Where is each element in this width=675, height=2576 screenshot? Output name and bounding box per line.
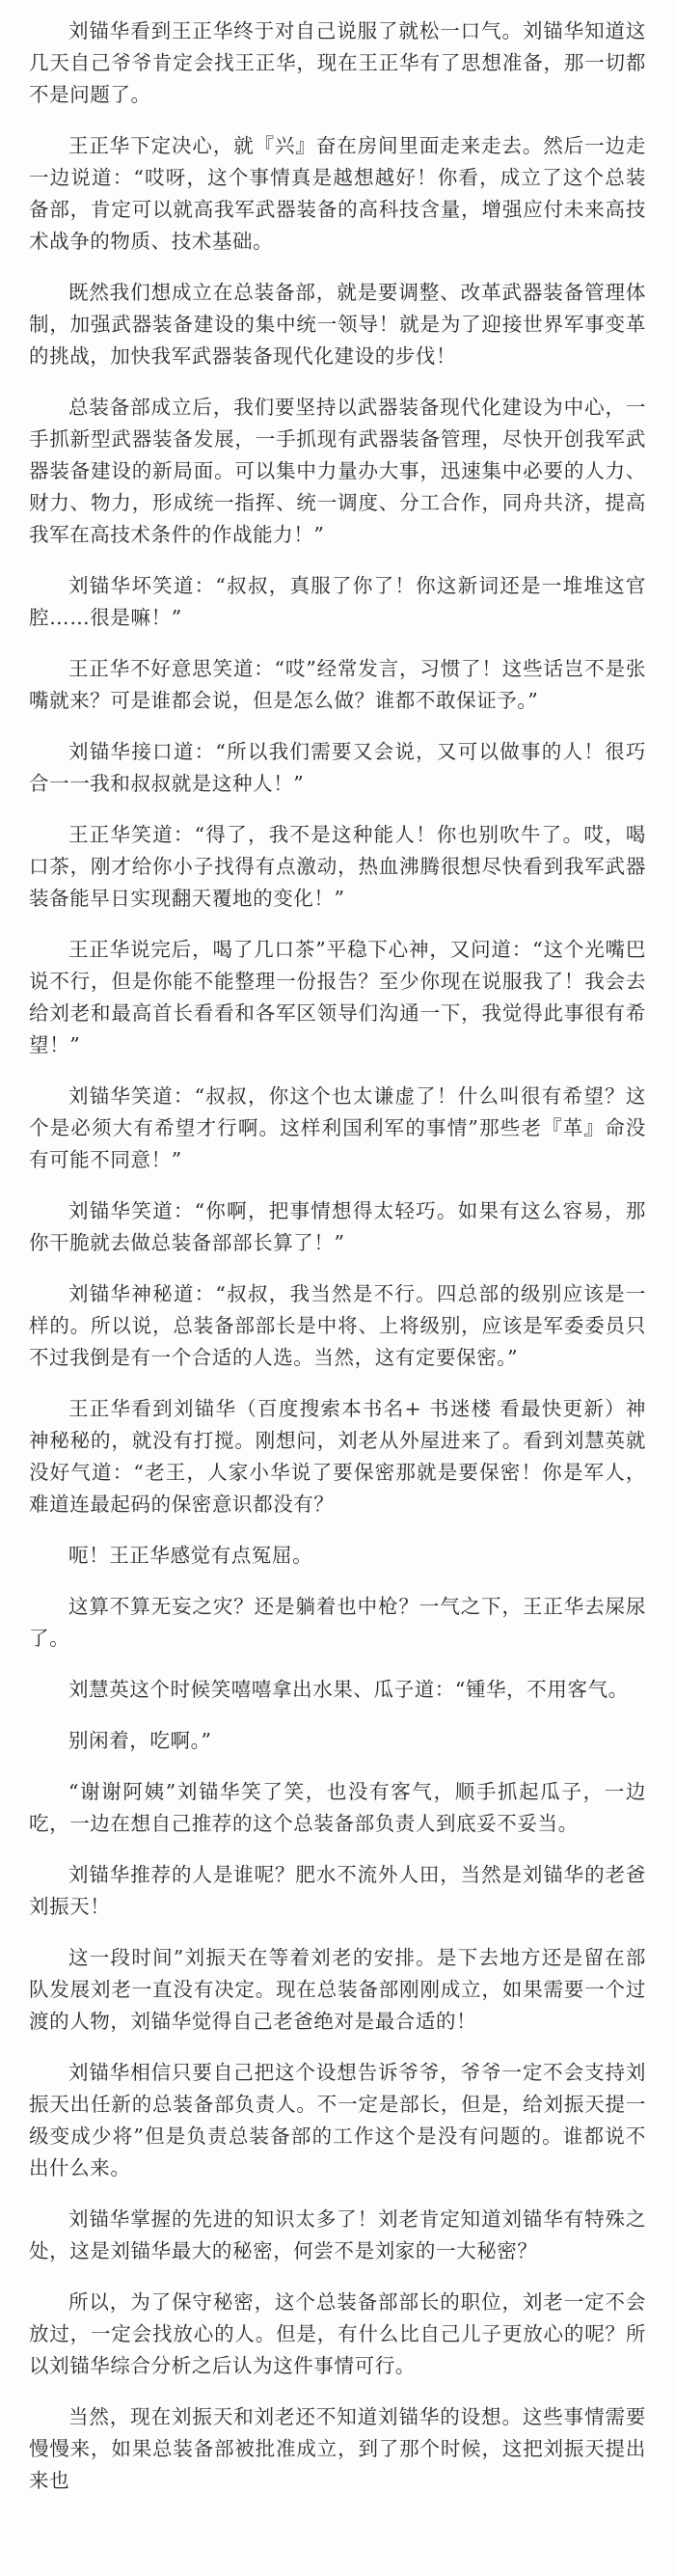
- paragraph: 别闲着，吃啊。”: [68, 1729, 212, 1752]
- paragraph: 王正华不好意思笑道：“哎”经常发言，习惯了！这些话岂不是张嘴就来？可是谁都会说，但是怎么做？谁都不敢保证予。”: [29, 657, 646, 712]
- paragraph: 刘锚华笑道：“叔叔，你这个也太谦虚了！什么叫很有希望？这个是必须大有希望才行啊。这样利国利军的事情”那些老『革』命没有可能不同意！”: [29, 1084, 646, 1171]
- paragraph: 王正华笑道：“得了，我不是这种能人！你也别吹牛了。哎，喝口茶，刚才给你小子找得有点激动，热血沸腾很想尽快看到我军武器装备能早日实现翻天覆地的变化！”: [29, 823, 646, 910]
- paragraph: 呃！王正华感觉有点冤屈。: [68, 1544, 313, 1567]
- paragraph: 这算不算无妄之灾？还是躺着也中枪？一气之下，王正华去屎尿了。: [29, 1595, 646, 1650]
- paragraph: 这一段时间”刘振天在等着刘老的安排。是下去地方还是留在部队发展刘老一直没有决定。现在总装备部刚刚成立，如果需要一个过渡的人物，刘锚华觉得自己老爸绝对是最合适的！: [29, 1946, 646, 2033]
- paragraph: 王正华下定决心，就『兴』奋在房间里面走来走去。然后一边走一边说道：“哎呀，这个事情真是越想越好！你看，成立了这个总装备部，肯定可以就高我军武器装备的高科技含量，增强应付未来高技术战争的物质、技术基础。: [29, 134, 646, 253]
- paragraph: 刘锚华相信只要自己把这个设想告诉爷爷，爷爷一定不会支持刘振天出任新的总装备部负责人。不一定是部长，但是，给刘振天提一级变成少将”但是负责总装备部的工作这个是没有问题的。谁都说不出什么来。: [29, 2061, 646, 2179]
- paragraph: 当然，现在刘振天和刘老还不知道刘锚华的设想。这些事情需要慢慢来，如果总装备部被批准成立，到了那个时候，这把刘振天提出来也: [29, 2405, 646, 2492]
- paragraph: 总装备部成立后，我们要坚持以武器装备现代化建设为中心，一手抓新型武器装备发展，一手抓现有武器装备管理，尽快开创我军武器装备建设的新局面。可以集中力量办大事，迅速集中必要的人力、财力、物力，形成统一指挥、统一调度、分工合作，同舟共济，提高我军在高技术条件的作战能力！”: [29, 396, 646, 546]
- paragraph: 刘慧英这个时候笑嘻嘻拿出水果、瓜子道：“锺华，不用客气。: [68, 1678, 629, 1701]
- paragraph: 既然我们想成立在总装备部，就是要调整、改革武器装备管理体制，加强武器装备建设的集中统一领导！就是为了迎接世界军事变革的挑战，加快我军武器装备现代化建设的步伐！: [29, 281, 646, 368]
- paragraph: “谢谢阿姨”刘锚华笑了笑，也没有客气，顺手抓起瓜子，一边吃，一边在想自己推荐的这个总装备部负责人到底妥不妥当。: [29, 1780, 646, 1835]
- paragraph: 刘锚华接口道：“所以我们需要又会说，又可以做事的人！很巧合一一我和叔叔就是这种人！”: [29, 740, 646, 795]
- paragraph: 刘锚华掌握的先进的知识太多了！刘老肯定知道刘锚华有特殊之处，这是刘锚华最大的秘密，何尝不是刘家的一大秘密？: [29, 2207, 646, 2262]
- paragraph: 所以，为了保守秘密，这个总装备部部长的职位，刘老一定不会放过，一定会找放心的人。但是，有什么比自己儿子更放心的呢？所以刘锚华综合分析之后认为这件事情可行。: [29, 2290, 646, 2377]
- paragraph: 刘锚华坏笑道：“叔叔，真服了你了！你这新词还是一堆堆这官腔……很是嘛！”: [29, 574, 646, 629]
- paragraph: 刘锚华推荐的人是谁呢？肥水不流外人田，当然是刘锚华的老爸刘振天！: [29, 1863, 646, 1918]
- paragraph: 刘锚华看到王正华终于对自己说服了就松一口气。刘锚华知道这几天自己爷爷肯定会找王正华，现在王正华有了思想准备，那一切都不是问题了。: [29, 19, 646, 106]
- paragraph: 刘锚华笑道：“你啊，把事情想得太轻巧。如果有这么容易，那你干脆就去做总装备部部长算了！”: [29, 1199, 646, 1254]
- paragraph: 王正华说完后，喝了几口茶”平稳下心神，又问道：“这个光嘴巴说不行，但是你能不能整理一份报告？至少你现在说服我了！我会去给刘老和最高首长看看和各军区领导们沟通一下，我觉得此事很有希望！”: [29, 938, 646, 1056]
- paragraph: 王正华看到刘锚华（百度搜索本书名+ 书迷楼 看最快更新）神神秘秘的，就没有打搅。刚想问，刘老从外屋进来了。看到刘慧英就没好气道：“老王，人家小华说了要保密那就是要保密！你是军人，难道连最起码的保密意识都没有？: [29, 1397, 646, 1516]
- paragraph: 刘锚华神秘道：“叔叔，我当然是不行。四总部的级别应该是一样的。所以说，总装备部部长是中将、上将级别，应该是军委委员只不过我倒是有一个合适的人选。当然，这有定要保密。”: [29, 1282, 646, 1369]
